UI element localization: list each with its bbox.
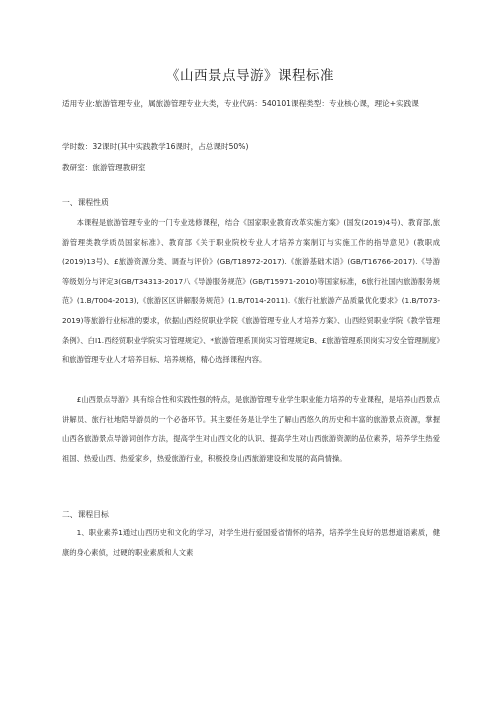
- class-hours-line: 学时数：32课时(其中实践教学16课时，占总课时50%): [62, 142, 249, 151]
- document-title: 《山西景点导游》课程标准: [166, 68, 334, 84]
- section-heading-course-nature: 一、课程性质: [62, 198, 109, 207]
- course-info-line: 适用专业:旅游管理专业，属旅游管理专业大类，专业代码：540101课程类型：专业核心课，理论+实践课: [62, 99, 419, 108]
- course-objectives-paragraph-1: 1、职业素养1通过山西历史和文化的学习，对学生进行爱国爱省情怀的培养，培养学生良好的思想道语素质，健康的身心素侦，过硬的职业素质和人文素: [62, 528, 440, 557]
- course-nature-paragraph-1: 本课程是旅游管理专业的一门专业选修课程，结合《国家职业教育改革实施方案》(国发(2019)4号)、教育部,旅游管理类教学质员国家标准》、教育部《关于职业院校专业人才培养方案制订与实施工作的指导意见》(教职成(2019)13号)、£旅游资源分类、调查与评价》(GB/T18972-2017).《旅游基础术语》(GB/T16766-2017).《导游等级划分与评定3(GB/T34313-2017八《导游服务规范》(GB/T15971-2010)等国家标准，6旅行社国内旅游服务规范》(1.B/T004-2013),《旅游区区讲解服务规范》(1.B/T014-2011).《旅行社旅游产品质量优化要求》(1.B/T073-2019)等旅游行业标准的要求，依据山西经贸职业学院《旅游管理专业人才培养方案》、山西经贸职业学院《教学管理条例》、白I1.西经贸职业学院实习管理规定》、*旅游管理系顶岗实习管理规定B、£旅游管理系顶岗实习安全管理制度》和旅游管理专业人才培养目标、培养规格，精心选择课程内容。: [62, 218, 440, 365]
- course-nature-paragraph-2: £山西景点导游》具有综合性和实践性强的特点，是旅游管理专业学生职业能力培养的专业课程，是培养山西景点讲解员、旅行社地陪导游员的一个必备环节。其主要任务是让学生了解山西悠久的历史和丰富的旅游景点资源，掌握山西各旅游景点导游词创作方法，提高学生对山西文化的认识、提高学生对山西旅游资源的品位素养，培养学生热爱祖国、热爱山西、热爱家乡，热爱旅游行业，积极投身山西旅游建设和发展的高尚情操。: [62, 395, 440, 463]
- department-line: 教研室：旅游管理教研室: [62, 163, 146, 172]
- section-heading-course-objectives: 二、课程目标: [62, 510, 109, 519]
